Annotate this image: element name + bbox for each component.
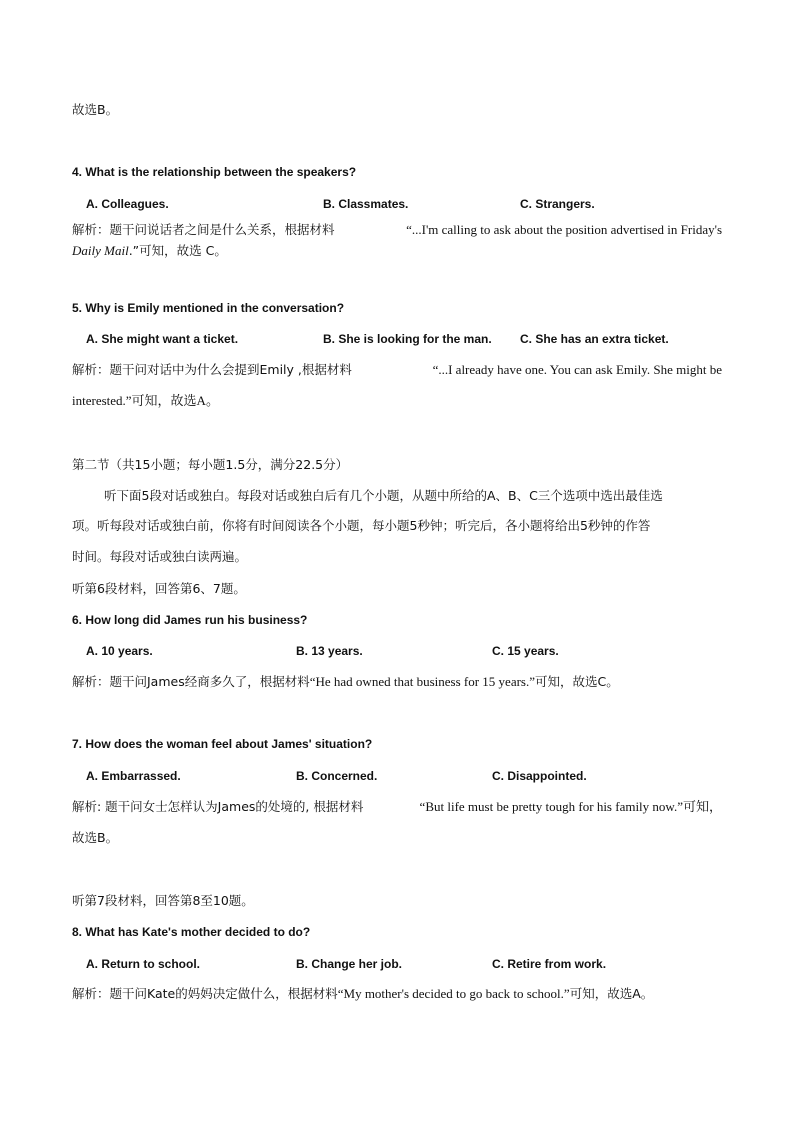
q8-explanation — [72, 985, 653, 1003]
q5-option-c: C. She has an extra ticket. — [520, 332, 669, 346]
q7-option-b: B. Concerned. — [296, 769, 378, 783]
material-6-heading: 听第6段材料，回答第6、7题。 — [72, 581, 246, 596]
q7-option-c: C. Disappointed. — [492, 769, 587, 783]
q7-option-a: A. Embarrassed. — [86, 769, 181, 783]
q4-option-a: A. Colleagues. — [86, 197, 169, 211]
q4-explanation-line-2 — [72, 242, 227, 260]
explanation-prefix: 解析: 题干问女士怎样认为James的处境的, 根据材料 — [72, 799, 364, 814]
instructions-line-1: 听下面5段对话或独白。每段对话或独白后有几个小题，从题中所给的A、B、C三个选项中选出最佳选 — [104, 488, 663, 503]
question-6: 6. How long did James run his business? — [72, 613, 308, 627]
instructions-line-3: 时间。每段对话或独白读两遍。 — [72, 549, 248, 564]
question-7: 7. How does the woman feel about James' situation? — [72, 737, 373, 751]
explanation-quote: “...I'm calling to ask about the position advertised in Friday's — [406, 222, 722, 237]
explanation-suffix: 可知，故选A。 — [569, 986, 654, 1001]
q4-explanation-line-1 — [72, 221, 722, 239]
q5-option-b: B. She is looking for the man. — [323, 332, 492, 346]
q4-option-b: B. Classmates. — [323, 197, 409, 211]
question-4: 4. What is the relationship between the speakers? — [72, 165, 357, 179]
section-2-heading: 第二节（共15小题；每小题1.5分，满分22.5分） — [72, 457, 349, 472]
explanation-quote: “My mother's decided to go back to school.” — [337, 986, 570, 1001]
explanation-prefix: 解析：题干问说话者之间是什么关系，根据材料 — [72, 222, 335, 237]
q4-option-c: C. Strangers. — [520, 197, 595, 211]
explanation-quote: “But life must be pretty tough for his family now.”可知， — [419, 799, 722, 814]
q8-option-c: C. Retire from work. — [492, 957, 607, 971]
q6-explanation — [72, 673, 619, 691]
explanation-suffix: 可知，故选C。 — [535, 674, 619, 689]
instructions-line-2: 项。听每段对话或独白前，你将有时间阅读各个小题，每小题5秒钟；听完后，各小题将给出5秒钟的作答 — [72, 518, 651, 533]
q6-option-b: B. 13 years. — [296, 644, 363, 658]
q5-explanation-line-2: interested.”可知，故选A。 — [72, 393, 219, 408]
explanation-quote: “...I already have one. You can ask Emily. She might be — [432, 362, 722, 377]
q5-explanation-line-1 — [72, 361, 722, 379]
q5-option-a: A. She might want a ticket. — [86, 332, 239, 346]
q6-option-a: A. 10 years. — [86, 644, 153, 658]
q7-explanation-line-2: 故选B。 — [72, 830, 119, 845]
q8-option-a: A. Return to school. — [86, 957, 200, 971]
explanation-suffix: .”可知，故选 C。 — [128, 243, 227, 258]
explanation-prefix: 解析：题干问对话中为什么会提到Emily ,根据材料 — [72, 362, 352, 377]
answer-line: 故选B。 — [72, 102, 119, 117]
newspaper-title: Daily Mail — [72, 243, 129, 258]
material-7-heading: 听第7段材料，回答第8至10题。 — [72, 893, 254, 908]
q8-option-b: B. Change her job. — [296, 957, 403, 971]
explanation-prefix: 解析：题干问James经商多久了，根据材料 — [72, 674, 310, 689]
explanation-quote: “He had owned that business for 15 years.” — [309, 674, 535, 689]
question-8: 8. What has Kate's mother decided to do? — [72, 925, 311, 939]
q6-option-c: C. 15 years. — [492, 644, 559, 658]
q7-explanation-line-1 — [72, 798, 722, 816]
question-5: 5. Why is Emily mentioned in the conversation? — [72, 301, 345, 315]
explanation-prefix: 解析：题干问Kate的妈妈决定做什么，根据材料 — [72, 986, 338, 1001]
